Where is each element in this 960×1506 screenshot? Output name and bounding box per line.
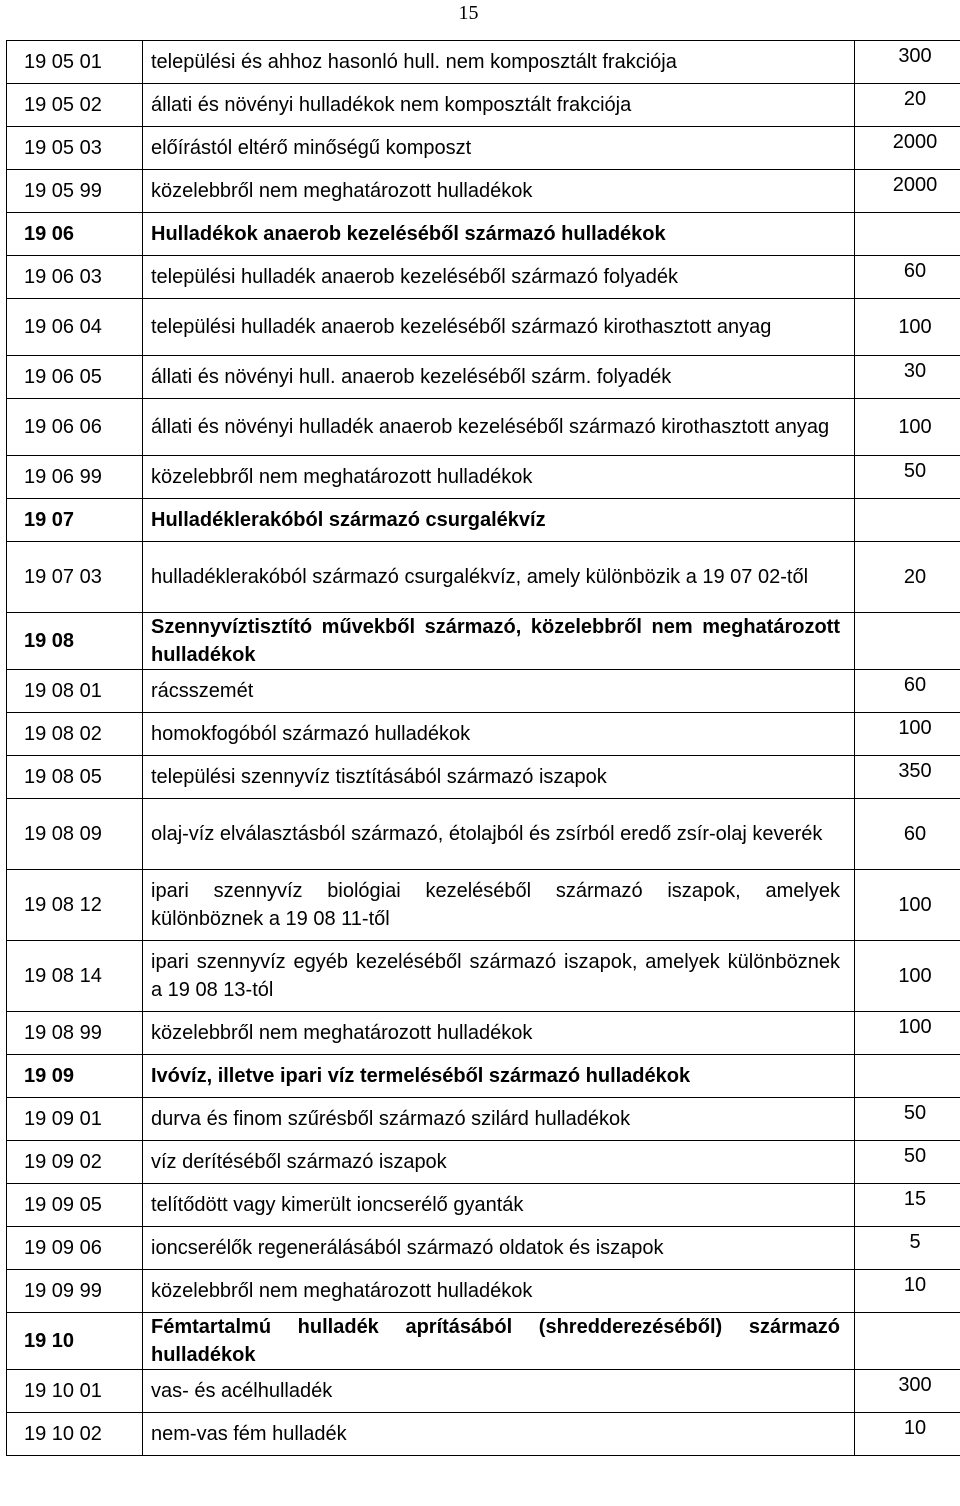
waste-description: homokfogóból származó hulladékok bbox=[143, 713, 855, 756]
table-row bbox=[7, 356, 960, 399]
amount-value: 10 bbox=[903, 1274, 927, 1296]
group-title: Ivóvíz, illetve ipari víz termeléséből származó hulladékok bbox=[143, 1055, 855, 1098]
amount-value: 350 bbox=[898, 760, 932, 782]
waste-code-table bbox=[6, 40, 960, 1456]
waste-amount bbox=[855, 256, 960, 299]
waste-code: 19 08 09 bbox=[7, 799, 143, 870]
table-row bbox=[7, 870, 960, 941]
waste-code: 19 09 01 bbox=[7, 1098, 143, 1141]
waste-description: települési hulladék anaerob kezeléséből származó kirothasztott anyag bbox=[143, 299, 855, 356]
waste-amount bbox=[855, 1413, 960, 1456]
waste-amount bbox=[855, 499, 960, 542]
waste-code: 19 08 02 bbox=[7, 713, 143, 756]
waste-description: települési és ahhoz hasonló hull. nem komposztált frakciója bbox=[143, 41, 855, 84]
waste-description: közelebbről nem meghatározott hulladékok bbox=[143, 1270, 855, 1313]
waste-description: közelebbről nem meghatározott hulladékok bbox=[143, 456, 855, 499]
table-row bbox=[7, 799, 960, 870]
amount-value: 60 bbox=[903, 260, 927, 282]
waste-code: 19 06 05 bbox=[7, 356, 143, 399]
group-code: 19 09 bbox=[7, 1055, 143, 1098]
waste-description: ioncserélők regenerálásából származó oldatok és iszapok bbox=[143, 1227, 855, 1270]
amount-value: 15 bbox=[903, 1188, 927, 1210]
waste-code: 19 05 99 bbox=[7, 170, 143, 213]
waste-amount bbox=[855, 41, 960, 84]
waste-amount bbox=[855, 1141, 960, 1184]
waste-code: 19 09 06 bbox=[7, 1227, 143, 1270]
waste-amount bbox=[855, 356, 960, 399]
amount-value: 2000 bbox=[892, 131, 938, 153]
group-code: 19 08 bbox=[7, 613, 143, 670]
waste-description: vas- és acélhulladék bbox=[143, 1370, 855, 1413]
group-title: Hulladéklerakóból származó csurgalékvíz bbox=[143, 499, 855, 542]
waste-code: 19 08 12 bbox=[7, 870, 143, 941]
amount-value: 10 bbox=[903, 1417, 927, 1439]
waste-amount bbox=[855, 1370, 960, 1413]
waste-amount bbox=[855, 1012, 960, 1055]
table-row bbox=[7, 1413, 960, 1456]
waste-amount bbox=[855, 84, 960, 127]
waste-code: 19 10 01 bbox=[7, 1370, 143, 1413]
waste-amount bbox=[855, 713, 960, 756]
waste-code: 19 06 99 bbox=[7, 456, 143, 499]
waste-description: előírástól eltérő minőségű komposzt bbox=[143, 127, 855, 170]
waste-code: 19 05 01 bbox=[7, 41, 143, 84]
waste-amount: 100 bbox=[855, 941, 960, 1012]
waste-amount bbox=[855, 213, 960, 256]
table-row bbox=[7, 1098, 960, 1141]
table-row bbox=[7, 1141, 960, 1184]
amount-value: 100 bbox=[898, 717, 932, 739]
waste-description: közelebbről nem meghatározott hulladékok bbox=[143, 1012, 855, 1055]
table-row bbox=[7, 1270, 960, 1313]
waste-amount bbox=[855, 613, 960, 670]
table-row bbox=[7, 399, 960, 456]
table-row bbox=[7, 542, 960, 613]
waste-description: települési szennyvíz tisztításából származó iszapok bbox=[143, 756, 855, 799]
waste-code: 19 10 02 bbox=[7, 1413, 143, 1456]
waste-amount bbox=[855, 1227, 960, 1270]
amount-value: 50 bbox=[903, 1102, 927, 1124]
table-row bbox=[7, 456, 960, 499]
waste-amount: 100 bbox=[855, 870, 960, 941]
waste-code: 19 08 01 bbox=[7, 670, 143, 713]
table-row bbox=[7, 41, 960, 84]
waste-amount bbox=[855, 756, 960, 799]
table-row bbox=[7, 756, 960, 799]
page-number: 15 bbox=[458, 2, 479, 24]
waste-code: 19 05 03 bbox=[7, 127, 143, 170]
waste-amount bbox=[855, 1184, 960, 1227]
waste-amount: 100 bbox=[855, 399, 960, 456]
amount-value: 20 bbox=[903, 88, 927, 110]
table-row-group-heading bbox=[7, 613, 960, 670]
waste-amount bbox=[855, 127, 960, 170]
waste-code: 19 08 05 bbox=[7, 756, 143, 799]
waste-amount: 60 bbox=[855, 799, 960, 870]
table-row-group-heading bbox=[7, 499, 960, 542]
table-row-group-heading bbox=[7, 1313, 960, 1370]
waste-code: 19 07 03 bbox=[7, 542, 143, 613]
amount-value: 50 bbox=[903, 460, 927, 482]
group-title: Hulladékok anaerob kezeléséből származó hulladékok bbox=[143, 213, 855, 256]
waste-description: rácsszemét bbox=[143, 670, 855, 713]
waste-description: víz derítéséből származó iszapok bbox=[143, 1141, 855, 1184]
amount-value: 300 bbox=[898, 1374, 932, 1396]
waste-code: 19 09 02 bbox=[7, 1141, 143, 1184]
table-row bbox=[7, 127, 960, 170]
group-title: Szennyvíztisztító művekből származó, közelebbről nem meghatározott hulladékok bbox=[143, 613, 855, 670]
waste-description: durva és finom szűrésből származó szilárd hulladékok bbox=[143, 1098, 855, 1141]
amount-value: 5 bbox=[909, 1231, 921, 1253]
group-code: 19 06 bbox=[7, 213, 143, 256]
amount-value: 100 bbox=[898, 1016, 932, 1038]
waste-code: 19 09 99 bbox=[7, 1270, 143, 1313]
table-row-group-heading bbox=[7, 1055, 960, 1098]
waste-code: 19 06 06 bbox=[7, 399, 143, 456]
table-row bbox=[7, 713, 960, 756]
table-row bbox=[7, 256, 960, 299]
table-row bbox=[7, 1227, 960, 1270]
waste-description: állati és növényi hull. anaerob kezeléséből szárm. folyadék bbox=[143, 356, 855, 399]
waste-description: települési hulladék anaerob kezeléséből származó folyadék bbox=[143, 256, 855, 299]
waste-description: közelebbről nem meghatározott hulladékok bbox=[143, 170, 855, 213]
group-title: Fémtartalmú hulladék aprításából (shredderezéséből) származó hulladékok bbox=[143, 1313, 855, 1370]
waste-code: 19 09 05 bbox=[7, 1184, 143, 1227]
table-row bbox=[7, 170, 960, 213]
group-code: 19 10 bbox=[7, 1313, 143, 1370]
waste-amount bbox=[855, 1055, 960, 1098]
amount-value: 30 bbox=[903, 360, 927, 382]
table-row bbox=[7, 670, 960, 713]
waste-description: állati és növényi hulladékok nem komposztált frakciója bbox=[143, 84, 855, 127]
waste-amount bbox=[855, 1270, 960, 1313]
waste-description: olaj-víz elválasztásból származó, étolajból és zsírból eredő zsír-olaj keverék bbox=[143, 799, 855, 870]
waste-code: 19 08 14 bbox=[7, 941, 143, 1012]
waste-amount bbox=[855, 670, 960, 713]
amount-value: 50 bbox=[903, 1145, 927, 1167]
waste-description: telítődött vagy kimerült ioncserélő gyanták bbox=[143, 1184, 855, 1227]
table-row bbox=[7, 1370, 960, 1413]
waste-amount bbox=[855, 456, 960, 499]
table-row bbox=[7, 84, 960, 127]
amount-value: 300 bbox=[898, 45, 932, 67]
waste-code: 19 08 99 bbox=[7, 1012, 143, 1055]
waste-amount bbox=[855, 1098, 960, 1141]
table-row bbox=[7, 299, 960, 356]
waste-code: 19 05 02 bbox=[7, 84, 143, 127]
waste-description: nem-vas fém hulladék bbox=[143, 1413, 855, 1456]
waste-amount: 100 bbox=[855, 299, 960, 356]
table-row-group-heading bbox=[7, 213, 960, 256]
amount-value: 2000 bbox=[892, 174, 938, 196]
table-row bbox=[7, 1012, 960, 1055]
waste-amount: 20 bbox=[855, 542, 960, 613]
waste-description: hulladéklerakóból származó csurgalékvíz, amely különbözik a 19 07 02-től bbox=[143, 542, 855, 613]
waste-code: 19 06 03 bbox=[7, 256, 143, 299]
table-row bbox=[7, 941, 960, 1012]
waste-amount bbox=[855, 170, 960, 213]
group-code: 19 07 bbox=[7, 499, 143, 542]
waste-code: 19 06 04 bbox=[7, 299, 143, 356]
amount-value: 60 bbox=[903, 674, 927, 696]
waste-amount bbox=[855, 1313, 960, 1370]
waste-description: ipari szennyvíz egyéb kezeléséből származó iszapok, amelyek különböznek a 19 08 13-tól bbox=[143, 941, 855, 1012]
waste-description: ipari szennyvíz biológiai kezeléséből származó iszapok, amelyek különböznek a 19 08 11-től bbox=[143, 870, 855, 941]
table-row bbox=[7, 1184, 960, 1227]
waste-description: állati és növényi hulladék anaerob kezeléséből származó kirothasztott anyag bbox=[143, 399, 855, 456]
